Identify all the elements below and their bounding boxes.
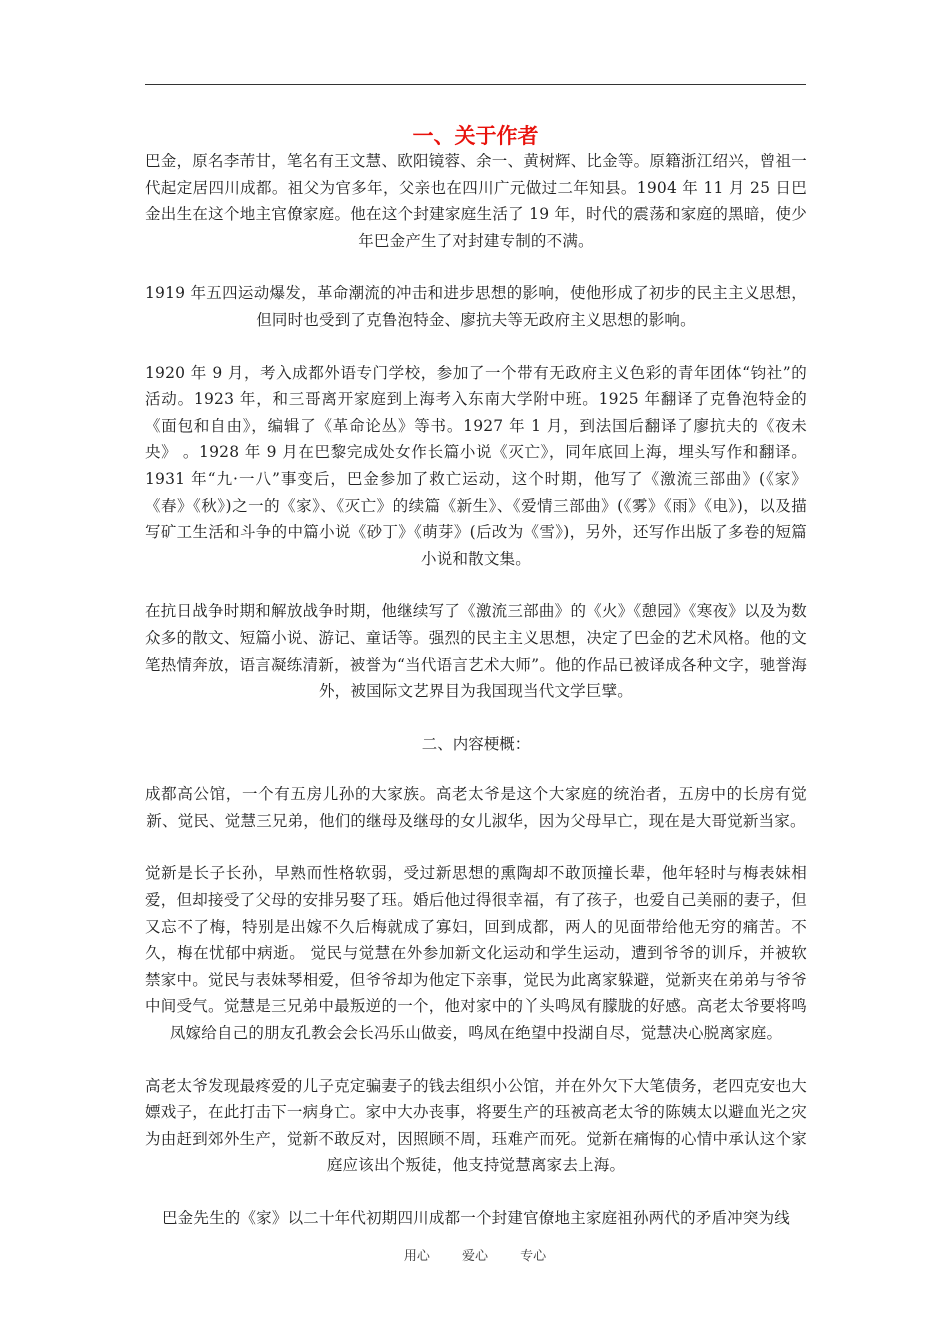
paragraph-gao-family: 成都高公馆，一个有五房儿孙的大家族。高老太爷是这个大家庭的统治者，五房中的长房有觉新、觉民、觉慧三兄弟，他们的继母及继母的女儿淑华，因为父母早亡，现在是大哥觉新当家。	[145, 785, 807, 830]
section-title-author: 一、关于作者	[412, 123, 539, 148]
header-rule	[145, 84, 806, 85]
paragraph-later-works: 在抗日战争时期和解放战争时期，他继续写了《激流三部曲》的《火》《憩园》《寒夜》以及为数众多的散文、短篇小说、游记、童话等。强烈的民主主义思想，决定了巴金的艺术风格。他的文笔热情奔放，语言凝练清新，被誉为“当代语言艺术大师”。他的作品已被译成各种文字，驰誉海外，被国际文艺界目为我国现当代文学巨擘。	[145, 602, 807, 701]
document-body	[145, 148, 807, 1258]
paragraph-decline: 高老太爷发现最疼爱的儿子克定骗妻子的钱去组织小公馆，并在外欠下大笔债务，老四克安也大嫖戏子，在此打击下一病身亡。家中大办丧事，将要生产的珏被高老太爷的陈姨太以避血光之灾为由赶到郊外生产，觉新不敢反对，因照顾不周，珏难产而死。觉新在痛悔的心情中承认这个家庭应该出个叛徒，他支持觉慧离家去上海。	[145, 1076, 807, 1175]
paragraph-may-fourth: 1919 年五四运动爆发，革命潮流的冲击和进步思想的影响，使他形成了初步的民主主义思想，但同时也受到了克鲁泡特金、廖抗夫等无政府主义思想的影响。	[145, 284, 807, 329]
footer-text-2: 爱心	[461, 1249, 488, 1264]
paragraph-biography: 巴金，原名李芾甘，笔名有王文慧、欧阳镜蓉、余一、黄树辉、比金等。原籍浙江绍兴，曾祖一代起定居四川成都。祖父为官多年，父亲也在四川广元做过二年知县。1904 年 11 月 25 日巴金出生在这个地主官僚家庭。他在这个封建家庭生活了 19 年，时代的震荡和家庭的黑暗，使少年巴金产生了对封建专制的不满。	[145, 152, 807, 250]
footer-text-3: 专心	[520, 1249, 547, 1264]
paragraph-juexin: 觉新是长子长孙，早熟而性格软弱，受过新思想的熏陶却不敢顶撞长辈，他年轻时与梅表妹相爱，但却接受了父母的安排另娶了珏。婚后他过得很幸福，有了孩子，也爱自己美丽的妻子，但又忘不了梅，特别是出嫁不久后梅就成了寡妇，回到成都，两人的见面带给他无穷的痛苦。不久，梅在忧郁中病逝。 觉民与觉慧在外参加新文化运动和学生运动，遭到爷爷的训斥，并被软禁家中。觉民与表妹琴相爱，但爷爷却为他定下亲事，觉民为此离家躲避，觉新夹在弟弟与爷爷中间受气。觉慧是三兄弟中最叛逆的一个，他对家中的丫头鸣凤有朦胧的好感。高老太爷要将鸣凤嫁给自己的朋友孔教会会长冯乐山做妾，鸣凤在绝望中投湖自尽，觉慧决心脱离家庭。	[145, 864, 807, 1043]
paragraph-conclusion: 巴金先生的《家》以二十年代初期四川成都一个封建官僚地主家庭祖孙两代的矛盾冲突为线	[161, 1209, 790, 1227]
footer-text-1: 用心	[403, 1249, 430, 1264]
section-title-summary: 二、内容梗概：	[421, 734, 531, 753]
page-footer	[0, 1247, 950, 1267]
paragraph-early-works: 1920 年 9 月，考入成都外语专门学校，参加了一个带有无政府主义色彩的青年团体“钧社”的活动。1923 年，和三哥离开家庭到上海考入东南大学附中班。1925 年翻译了克鲁泡特金的《面包和自由》，编辑了《革命论丛》等书。1927 年 1 月，到法国后翻译了廖抗夫的《夜未央》 。1928 年 9 月在巴黎完成处女作长篇小说《灭亡》，同年底回上海，埋头写作和翻译。1931 年“九·一八”事变后，巴金参加了救亡运动，这个时期，他写了《激流三部曲》(《家》《春》《秋》)之一的《家》、《灭亡》的续篇《新生》、《爱情三部曲》(《雾》《雨》《电》)，以及描写矿工生活和斗争的中篇小说《砂丁》《萌芽》(后改为《雪》)，另外，还写作出版了多卷的短篇小说和散文集。	[145, 363, 807, 568]
